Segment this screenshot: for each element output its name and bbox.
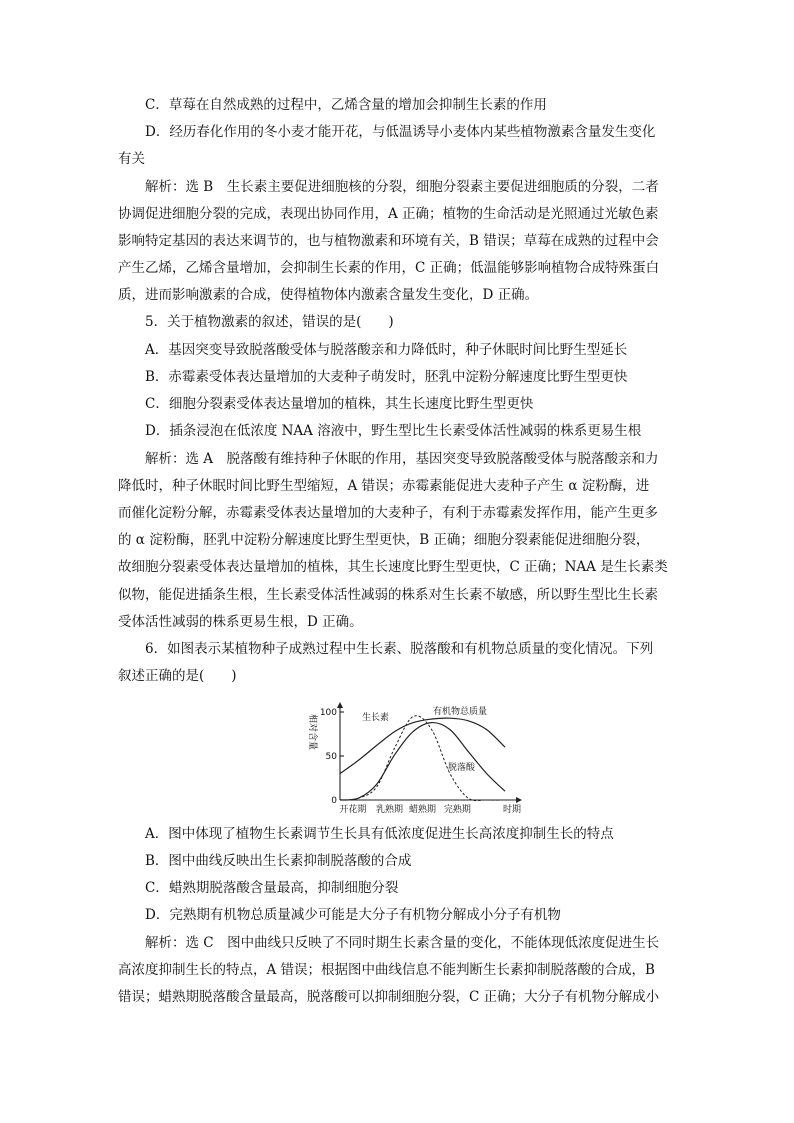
y-tick-label: 50 bbox=[325, 752, 337, 762]
q5-option-a: A．基因突变导致脱落酸受体与脱落酸亲和力降低时，种子休眠时间比野生型延长 bbox=[145, 342, 628, 358]
x-tick-label: 开花期 bbox=[339, 805, 367, 815]
q5-answer-line6: 似物，能促进插条生根，生长素受体活性减弱的株系对生长素不敏感，所以野生型比生长素 bbox=[118, 587, 658, 603]
q5-option-d: D．插条浸泡在低浓度 NAA 溶液中，野生型比生长素受体活性减弱的株系更易生根 bbox=[145, 423, 642, 439]
q4-option-d-line2: 有关 bbox=[118, 151, 145, 167]
chart-svg bbox=[300, 700, 530, 818]
series-line-auxin bbox=[340, 716, 505, 801]
y-axis-arrow bbox=[337, 702, 343, 708]
q6-option-b: B．图中曲线反映出生长素抑制脱落酸的合成 bbox=[145, 853, 412, 869]
x-axis-arrow bbox=[516, 797, 522, 803]
q6-option-d: D．完熟期有机物总质量减少可能是大分子有机物分解成小分子有机物 bbox=[145, 907, 561, 923]
q6-answer-line1: 解析：选 C 图中曲线只反映了不同时期生长素含量的变化，不能体现低浓度促进生长 bbox=[145, 935, 660, 951]
label-organic-matter: 有机物总质量 bbox=[433, 707, 488, 717]
q6-answer-line2: 高浓度抑制生长的特点，A 错误；根据图中曲线信息不能判断生长素抑制脱落酸的合成，B bbox=[118, 962, 655, 978]
q5-option-c: C．细胞分裂素受体表达量增加的植株，其生长速度比野生型更快 bbox=[145, 396, 534, 412]
label-aba: 脱落酸 bbox=[448, 763, 476, 773]
q4-answer-line5: 质，进而影响激素的合成，使得植物体内激素含量发生变化，D 正确。 bbox=[118, 287, 539, 303]
q4-option-c: C．草莓在自然成熟的过程中，乙烯含量的增加会抑制生长素的作用 bbox=[145, 97, 547, 113]
x-tick-label: 乳熟期 bbox=[375, 805, 404, 815]
q4-answer-line1: 解析：选 B 生长素主要促进细胞核的分裂，细胞分裂素主要促进细胞质的分裂，二者 bbox=[145, 179, 659, 195]
x-ticks bbox=[339, 803, 471, 815]
series-labels bbox=[362, 705, 487, 773]
y-tick-label: 0 bbox=[331, 796, 337, 806]
x-axis-label: 时期 bbox=[502, 805, 522, 815]
q4-option-d-line1: D．经历春化作用的冬小麦才能开花，与低温诱导小麦体内某些植物激素含量发生变化 bbox=[145, 124, 656, 140]
q6-answer-line3: 错误；蜡熟期脱落酸含量最高，脱落酸可以抑制细胞分裂，C 正确；大分子有机物分解成小 bbox=[118, 989, 660, 1005]
hormone-chart bbox=[300, 700, 530, 818]
q4-answer-line2: 协调促进细胞分裂的完成，表现出协同作用，A 正确；植物的生命活动是光照通过光敏色素 bbox=[118, 206, 659, 222]
q5-answer-line7: 受体活性减弱的株系更易生根，D 正确。 bbox=[118, 614, 363, 630]
q5-option-b: B．赤霉素受体表达量增加的大麦种子萌发时，胚乳中淀粉分解速度比野生型更快 bbox=[145, 369, 628, 385]
q5-answer-line1: 解析：选 A 脱落酸有维持种子休眠的作用，基因突变导致脱落酸受体与脱落酸亲和力 bbox=[145, 451, 659, 467]
y-axis-label: 相对含量 bbox=[307, 714, 317, 751]
q5-answer-line3: 而催化淀粉分解，赤霉素受体表达量增加的大麦种子，有利于赤霉素发挥作用，能产生更多 bbox=[118, 505, 658, 521]
x-tick-label: 完熟期 bbox=[443, 805, 471, 815]
q6-stem-line2: 叙述正确的是( ) bbox=[118, 668, 237, 684]
series-line-aba bbox=[340, 723, 505, 800]
q5-answer-line4: 的 α 淀粉酶，胚乳中淀粉分解速度比野生型更快，B 正确；细胞分裂素能促进细胞分裂， bbox=[118, 532, 650, 548]
series-lines bbox=[340, 716, 505, 801]
q5-answer-line2: 降低时，种子休眠时间比野生型缩短，A 错误；赤霉素能促进大麦种子产生 α 淀粉酶，进 bbox=[118, 478, 650, 494]
q4-answer-line3: 影响特定基因的表达来调节的，也与植物激素和环境有关，B 错误；草莓在成熟的过程中会 bbox=[118, 233, 659, 249]
q5-stem: 5．关于植物激素的叙述，错误的是( ) bbox=[145, 314, 394, 330]
q6-option-a: A．图中体现了植物生长素调节生长具有低浓度促进生长高浓度抑制生长的特点 bbox=[145, 826, 614, 842]
q6-option-c: C．蜡熟期脱落酸含量最高，抑制细胞分裂 bbox=[145, 880, 399, 896]
q5-answer-line5: 故细胞分裂素受体表达量增加的植株，其生长速度比野生型更快，C 正确；NAA 是生长素类 bbox=[118, 559, 668, 575]
label-auxin: 生长素 bbox=[362, 713, 390, 723]
x-tick-label: 蜡熟期 bbox=[408, 805, 437, 815]
y-tick-label: 100 bbox=[319, 708, 337, 718]
q4-answer-line4: 产生乙烯，乙烯含量增加，会抑制生长素的作用，C 正确；低温能够影响植物合成特殊蛋白 bbox=[118, 260, 660, 276]
q6-stem-line1: 6．如图表示某植物种子成熟过程中生长素、脱落酸和有机物总质量的变化情况。下列 bbox=[145, 641, 654, 657]
